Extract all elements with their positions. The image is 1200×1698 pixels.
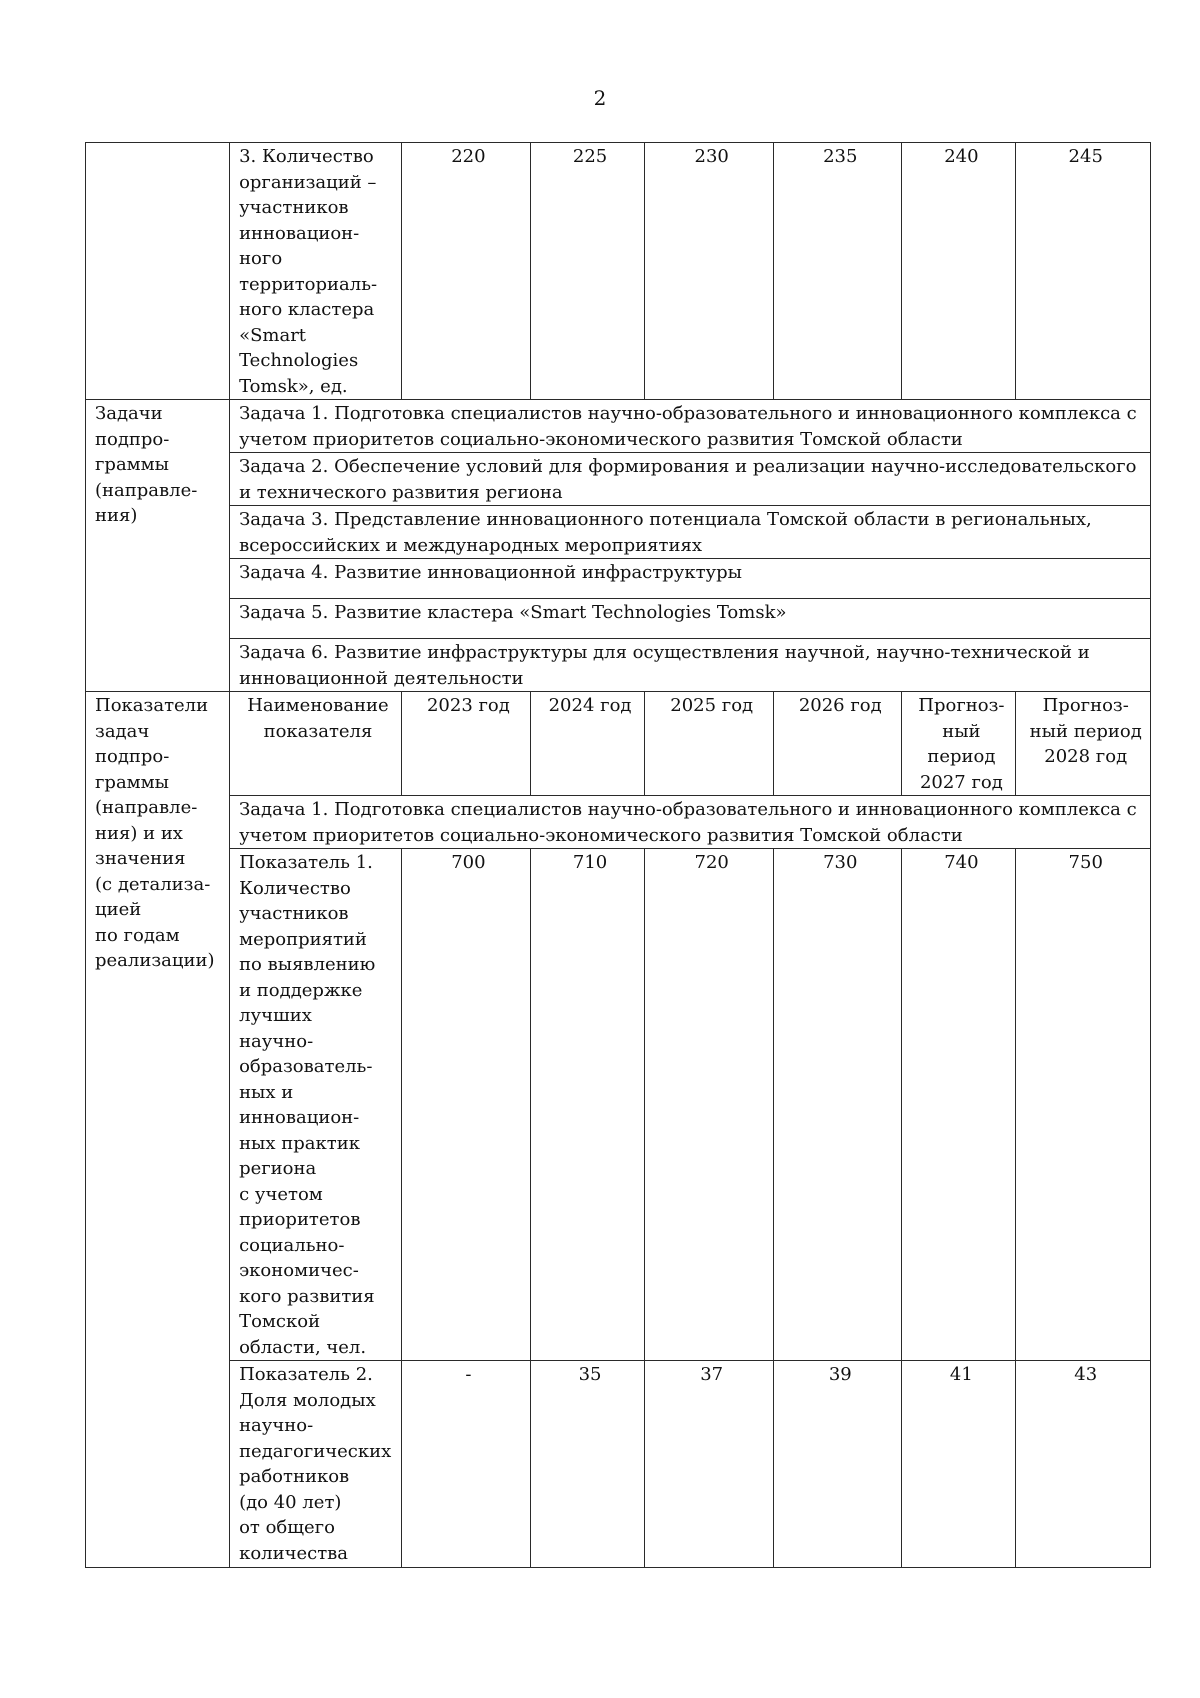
- indicator-1-name: Показатель 1. Количество участников мероприятий по выявлению и поддержке лучших научно- образователь- ных и инновацион- ных практик региона с учетом приоритетов социально- экономичес- кого развития Томской области, чел.: [230, 849, 402, 1361]
- indicator-1-value-2028: 750: [1016, 849, 1151, 1361]
- header-2024: 2024 год: [530, 692, 644, 796]
- indicator-1-value-2027: 740: [902, 849, 1016, 1361]
- task-6: Задача 6. Развитие инфраструктуры для осуществления научной, научно-технической и инновационной деятельности: [230, 639, 1151, 692]
- indicators-section-label: Показатели задач подпро- граммы (направле- ния) и их значения (с детализа- цией по годам реализации): [86, 692, 230, 1568]
- table-row: [86, 453, 1151, 506]
- header-2026: 2026 год: [774, 692, 902, 796]
- table-row: [86, 506, 1151, 559]
- task-5: Задача 5. Развитие кластера «Smart Technologies Tomsk»: [230, 599, 1151, 639]
- header-2027: Прогноз- ный период 2027 год: [902, 692, 1016, 796]
- indicator-name: 3. Количество организаций – участников инновацион- ного территориаль- ного кластера «Smart Technologies Tomsk», ед.: [230, 143, 402, 400]
- value-2027: 240: [902, 143, 1016, 400]
- tasks-section-label: Задачи подпро- граммы (направле- ния): [86, 400, 230, 692]
- page-number: 2: [593, 86, 607, 110]
- header-indicator-name: Наименование показателя: [230, 692, 402, 796]
- section-label-empty: [86, 143, 230, 400]
- indicator-1-value-2026: 730: [774, 849, 902, 1361]
- table-row: [86, 692, 1151, 796]
- task-4: Задача 4. Развитие инновационной инфраструктуры: [230, 559, 1151, 599]
- task-1: Задача 1. Подготовка специалистов научно-образовательного и инновационного комплекса с учетом приоритетов социально-экономического развития Томской области: [230, 400, 1151, 453]
- table-row: [86, 599, 1151, 639]
- value-2024: 225: [530, 143, 644, 400]
- indicator-1-value-2023: 700: [401, 849, 530, 1361]
- indicator-2-value-2028: 43: [1016, 1361, 1151, 1568]
- header-2028: Прогноз- ный период 2028 год: [1016, 692, 1151, 796]
- table-row: [86, 559, 1151, 599]
- indicator-2-value-2027: 41: [902, 1361, 1016, 1568]
- table-row: [86, 849, 1151, 1361]
- indicator-1-value-2025: 720: [645, 849, 774, 1361]
- task-2: Задача 2. Обеспечение условий для формирования и реализации научно-исследовательского и технического развития региона: [230, 453, 1151, 506]
- value-2026: 235: [774, 143, 902, 400]
- indicator-2-value-2026: 39: [774, 1361, 902, 1568]
- value-2023: 220: [401, 143, 530, 400]
- indicator-2-value-2024: 35: [530, 1361, 644, 1568]
- table-row: [86, 400, 1151, 453]
- value-2028: 245: [1016, 143, 1151, 400]
- program-table: [85, 142, 1151, 1568]
- table-row: [86, 1361, 1151, 1568]
- header-2025: 2025 год: [645, 692, 774, 796]
- indicator-2-value-2025: 37: [645, 1361, 774, 1568]
- indicator-1-value-2024: 710: [530, 849, 644, 1361]
- table-row: [86, 639, 1151, 692]
- task-3: Задача 3. Представление инновационного потенциала Томской области в региональных, всероссийских и международных мероприятиях: [230, 506, 1151, 559]
- table-row: [86, 796, 1151, 849]
- table-row: [86, 143, 1151, 400]
- indicator-2-value-2023: -: [401, 1361, 530, 1568]
- value-2025: 230: [645, 143, 774, 400]
- indicator-2-name: Показатель 2. Доля молодых научно- педагогических работников (до 40 лет) от общего количества: [230, 1361, 402, 1568]
- header-2023: 2023 год: [401, 692, 530, 796]
- indicators-task-1: Задача 1. Подготовка специалистов научно-образовательного и инновационного комплекса с учетом приоритетов социально-экономического развития Томской области: [230, 796, 1151, 849]
